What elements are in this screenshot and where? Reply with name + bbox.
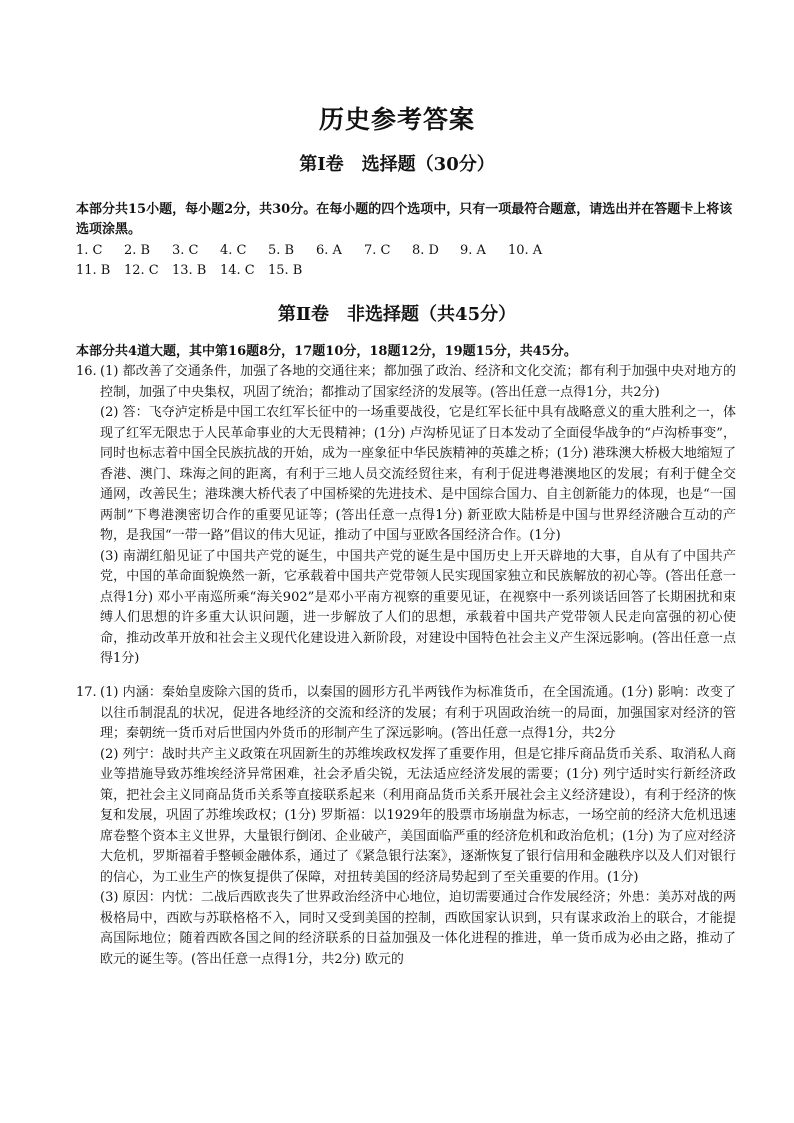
question-17-number: 17. [76,685,97,700]
q16-part2: (2) 答：飞夺泸定桥是中国工农红军长征中的一场重要战役，它是红军长征中具有战略意义的重大胜利之一，体现了红军无限忠于人民革命事业的大无畏精神；(1分) 卢沟桥见证了日本发动了全面侵华战争的“卢沟桥事变”，同时也标志着中国全民族抗战的开始，成为一座象征中华民族精神的英雄之桥；(1分) 港珠澳大桥极大地缩短了香港、澳门、珠海之间的距离，有利于三地人员交流经贸往来，有利于促进粤港澳地区的发展；有利于健全交通网，改善民生；港珠澳大桥代表了中国桥梁的先进技术、是中国综合国力、自主创新能力的体现，也是“一国两制”下粤港澳密切合作的重要见证等；(答出任意一点得1分) 新亚欧大陆桥是中国与世界经济融合互动的产物，是我国“一带一路”倡议的伟大见证，推动了中国与亚欧各国经济合作。(1分) [100,405,736,543]
answer-item: 12. C [124,263,159,278]
answer-item: 7. C [364,243,391,258]
part2-heading: 第Ⅱ卷 非选择题（共45分） [277,304,517,325]
question-16-number: 16. [76,364,97,379]
answer-item: 5. B [268,243,295,258]
answers-row-1 [76,240,736,261]
part1-heading: 第Ⅰ卷 选择题（30分） [299,154,495,175]
part1-instructions: 本部分共15小题，每小题2分，共30分。在每小题的四个选项中，只有一项最符合题意，请选出并在答题卡上将该选项涂黑。 [76,202,733,237]
q17-part3: (3) 原因：内忧：二战后西欧丧失了世界政治经济中心地位，迫切需要通过合作发展经济；外患：美苏对战的两极格局中，西欧与苏联格格不入，同时又受到美国的控制，西欧国家认识到，只有谋求政治上的联合，才能提高国际地位；随着西欧各国之间的经济联系的日益加强及一体化进程的推进，单一货币成为必由之路，推动了欧元的诞生等。(答出任意一点得1分，共2分) 欧元的 [100,890,736,967]
answer-item: 6. A [316,243,342,258]
question-16-answer [76,362,736,670]
answer-item: 9. A [460,243,486,258]
q16-part3: (3) 南湖红船见证了中国共产党的诞生，中国共产党的诞生是中国历史上开天辟地的大事，自从有了中国共产党，中国的革命面貌焕然一新，它承载着中国共产党带领人民实现国家独立和民族解放的初心等。(答出任意一点得1分) 邓小平南巡所乘“海关902”是邓小平南方视察的重要见证，在视察中一系列谈话回答了长期困扰和束缚人们思想的许多重大认识问题，进一步解放了人们的思想，承载着中国共产党带领人民走向富强的初心使命，推动改革开放和社会主义现代化建设进入新阶段，对建设中国特色社会主义产生深远影响。(答出任意一点得1分) [100,548,736,666]
answer-item: 1. C [76,243,103,258]
answer-item: 11. B [76,263,111,278]
part2-instructions: 本部分共4道大题，其中第16题8分，17题10分，18题12分，19题15分，共45分。 [76,344,577,359]
q16-part1: (1) 都改善了交通条件，加强了各地的交通往来；都加强了政治、经济和文化交流；都有利于加强中央对地方的控制，加强了中央集权，巩固了统治；都推动了国家经济的发展等。(答出任意一点得1分，共2分) [100,364,736,400]
answer-item: 13. B [172,263,207,278]
q17-part2: (2) 列宁：战时共产主义政策在巩固新生的苏维埃政权发挥了重要作用，但是它排斥商品货币关系、取消私人商业等措施导致苏维埃经济异常困难，社会矛盾尖锐，无法适应经济发展的需要；(1分) 列宁适时实行新经济政策，把社会主义同商品货币关系等直接联系起来（利用商品货币关系开展社会主义经济建设），有利于经济的恢复和发展，巩固了苏维埃政权；(1分) 罗斯福：以1929年的股票市场崩盘为标志，一场空前的经济大危机迅速席卷整个资本主义世界，大量银行倒闭、企业破产，美国面临严重的经济危机和政治危机；(1分) 为了应对经济大危机，罗斯福着手整顿金融体系，通过了《紧急银行法案》，逐渐恢复了银行信用和金融秩序以及人们对银行的信心，为工业生产的恢复提供了保障，对扭转美国的经济局势起到了至关重要的作用。(1分) [100,746,736,885]
answer-item: 15. B [268,263,303,278]
answer-item: 2. B [124,243,151,258]
answer-item: 14. C [220,263,255,278]
answer-item: 8. D [412,243,439,258]
page-title: 历史参考答案 [318,105,475,134]
answer-item: 3. C [172,243,199,258]
q17-part1: (1) 内涵：秦始皇废除六国的货币，以秦国的圆形方孔半两钱作为标准货币，在全国流通。(1分) 影响：改变了以往币制混乱的状况，促进各地经济的交流和经济的发展；有利于巩固政治统一的局面，加强国家对经济的管理；秦朝统一货币对后世国内外货币的形制产生了深远影响。(答出任意一点得1分，共2分 [100,685,736,741]
answer-item: 4. C [220,243,247,258]
question-17-answer [76,683,736,970]
answer-item: 10. A [508,243,543,258]
answers-row-2 [76,260,736,281]
